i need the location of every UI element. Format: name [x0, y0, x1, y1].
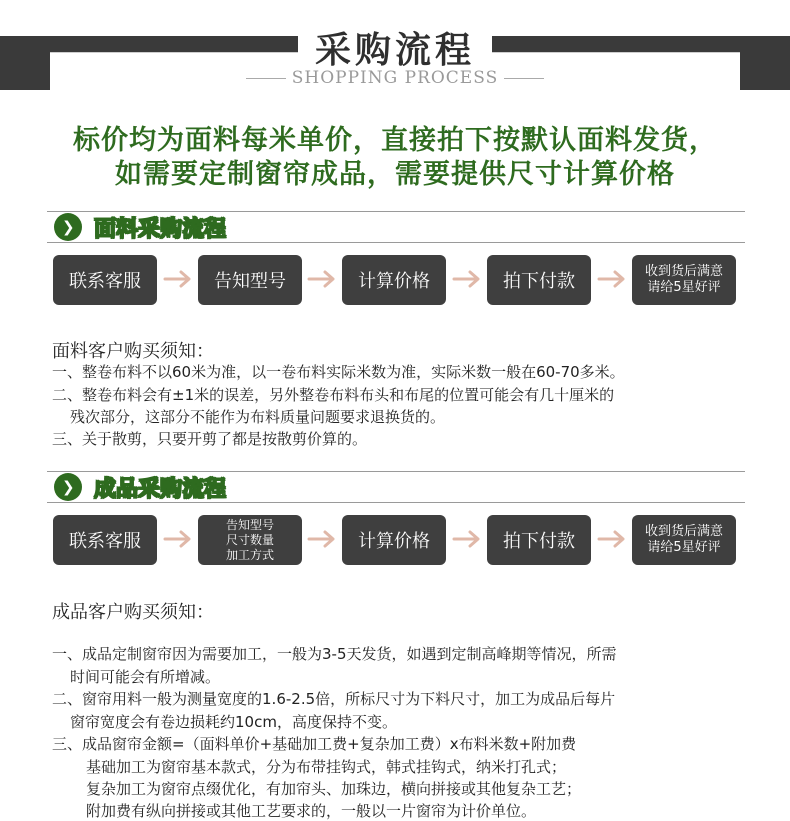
- product-step-4: 拍下付款: [487, 515, 591, 565]
- product-step-1: 联系客服: [53, 515, 157, 565]
- chevron-right-icon: ❯: [54, 473, 82, 501]
- arrow-right-icon: [452, 269, 482, 289]
- page-subtitle: SHOPPING PROCESS: [291, 68, 499, 88]
- fabric-step-1: 联系客服: [53, 255, 157, 305]
- arrow-right-icon: [597, 529, 627, 549]
- fabric-notes-heading: 面料客户购买须知：: [52, 341, 214, 362]
- product-note-3-complex: 复杂加工为窗帘点缀优化，有加帘头、加珠边，横向拼接或其他复杂工艺；: [86, 780, 582, 798]
- arrow-right-icon: [597, 269, 627, 289]
- arrow-right-icon: [307, 529, 337, 549]
- fabric-step-2: 告知型号: [198, 255, 302, 305]
- chevron-right-icon: ❯: [54, 213, 82, 241]
- product-step-5: 收到货后满意 请给5星好评: [632, 515, 736, 565]
- product-section-title: 成品采购流程: [94, 477, 227, 502]
- product-note-3: 三、成品窗帘金额=（面料单价+基础加工费+复杂加工费）x布料米数+附加费: [52, 735, 577, 753]
- product-note-1: 一、成品定制窗帘因为需要加工，一般为3-5天发货，如遇到定制高峰期等情况，所需: [52, 645, 617, 663]
- fabric-section-title: 面料采购流程: [94, 217, 227, 242]
- product-note-2-cont: 窗帘宽度会有卷边损耗约10cm，高度保持不变。: [70, 713, 397, 731]
- fabric-note-1: 一、整卷布料不以60米为准，以一卷布料实际米数为准，实际米数一般在60-70多米。: [52, 363, 625, 381]
- fabric-note-3: 三、关于散剪，只要开剪了都是按散剪价算的。: [52, 430, 368, 448]
- arrow-right-icon: [452, 529, 482, 549]
- fabric-step-4: 拍下付款: [487, 255, 591, 305]
- product-note-3-extra: 附加费有纵向拼接或其他工艺要求的，一般以一片窗帘为计价单位。: [86, 802, 537, 820]
- page-title: 采购流程: [314, 30, 475, 71]
- product-step-3: 计算价格: [342, 515, 446, 565]
- arrow-right-icon: [163, 529, 193, 549]
- product-note-2: 二、窗帘用料一般为测量宽度的1.6-2.5倍，所标尺寸为下料尺寸，加工为成品后每片: [52, 690, 616, 708]
- product-note-3-basic: 基础加工为窗帘基本款式，分为布带挂钩式，韩式挂钩式，纳米打孔式；: [86, 758, 567, 776]
- fabric-note-2: 二、整卷布料会有±1米的误差，另外整卷布料布头和布尾的位置可能会有几十厘米的: [52, 386, 615, 404]
- arrow-right-icon: [307, 269, 337, 289]
- notice-line-2: 如需要定制窗帘成品，需要提供尺寸计算价格: [115, 159, 675, 190]
- notice-line-1: 标价均为面料每米单价，直接拍下按默认面料发货，: [73, 125, 717, 156]
- arrow-right-icon: [163, 269, 193, 289]
- fabric-step-3: 计算价格: [342, 255, 446, 305]
- fabric-note-2-cont: 残次部分，这部分不能作为布料质量问题要求退换货的。: [70, 408, 446, 426]
- fabric-step-5: 收到货后满意 请给5星好评: [632, 255, 736, 305]
- product-notes-heading: 成品客户购买须知：: [52, 602, 214, 623]
- product-step-2: 告知型号 尺寸数量 加工方式: [198, 515, 302, 565]
- product-note-1-cont: 时间可能会有所增减。: [70, 668, 221, 686]
